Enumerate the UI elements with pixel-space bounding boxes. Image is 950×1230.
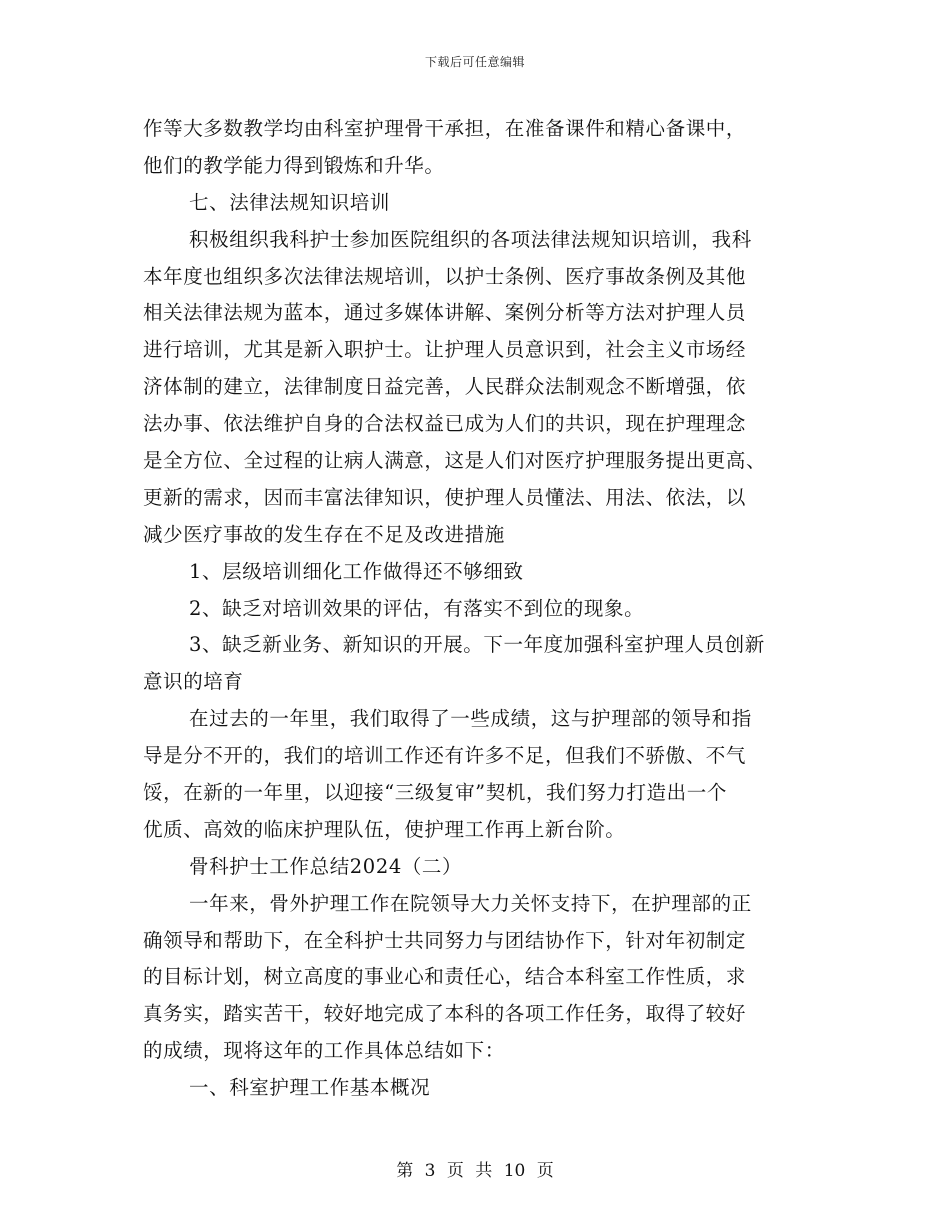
text-line: 减少医疗事故的发生存在不足及改进措施: [143, 522, 505, 546]
text-line: 七、法律法规知识培训: [189, 190, 391, 214]
text-line: 更新的需求，因而丰富法律知识，使护理人员懂法、用法、依法，以: [143, 485, 747, 509]
text-line: 进行培训，尤其是新入职护士。让护理人员意识到，社会主义市场经: [143, 338, 747, 362]
text-line: 他们的教学能力得到锻炼和升华。: [143, 153, 445, 177]
text-line: 骨科护士工作总结2024（二）: [189, 854, 463, 878]
page-header: 下载后可任意编辑: [424, 55, 525, 69]
text-line: 2、缺乏对培训效果的评估，有落实不到位的现象。: [189, 596, 645, 620]
text-line: 确领导和帮助下，在全科护士共同努力与团结协作下，针对年初制定: [143, 928, 747, 952]
text-line: 积极组织我科护士参加医院组织的各项法律法规知识培训，我科: [189, 227, 752, 251]
text-line: 意识的培育: [143, 670, 244, 694]
text-line: 1、层级培训细化工作做得还不够细致: [189, 559, 524, 583]
page-footer: 第 3 页 共 10 页: [396, 1161, 554, 1181]
text-line: 馁，在新的一年里，以迎接“三级复审”契机，我们努力打造出一个: [143, 781, 727, 805]
text-line: 真务实，踏实苦干，较好地完成了本科的各项工作任务，取得了较好: [143, 1002, 747, 1026]
text-line: 的成绩，现将这年的工作具体总结如下：: [143, 1039, 505, 1063]
text-line: 相关法律法规为蓝本，通过多媒体讲解、案例分析等方法对护理人员: [143, 301, 747, 325]
text-line: 一、科室护理工作基本概况: [189, 1076, 431, 1100]
text-line: 法办事、依法维护自身的合法权益已成为人们的共识，现在护理理念: [143, 412, 747, 436]
document-body: [143, 111, 808, 1107]
text-line: 优质、高效的临床护理队伍，使护理工作再上新台阶。: [143, 817, 626, 841]
text-line: 一年来，骨外护理工作在院领导大力关怀支持下，在护理部的正: [189, 891, 752, 915]
text-line: 是全方位、全过程的让病人满意，这是人们对医疗护理服务提出更高、: [143, 449, 767, 473]
text-line: 作等大多数教学均由科室护理骨干承担，在准备课件和精心备课中，: [143, 117, 747, 140]
text-line: 济体制的建立，法律制度日益完善，人民群众法制观念不断增强，依: [143, 375, 747, 399]
text-line: 3、缺乏新业务、新知识的开展。下一年度加强科室护理人员创新: [189, 633, 765, 657]
text-line: 本年度也组织多次法律法规培训，以护士条例、医疗事故条例及其他: [143, 264, 747, 288]
text-line: 的目标计划，树立高度的事业心和责任心，结合本科室工作性质，求: [143, 965, 747, 989]
text-line: 导是分不开的，我们的培训工作还有许多不足，但我们不骄傲、不气: [143, 744, 747, 768]
text-line: 在过去的一年里，我们取得了一些成绩，这与护理部的领导和指: [189, 707, 752, 731]
